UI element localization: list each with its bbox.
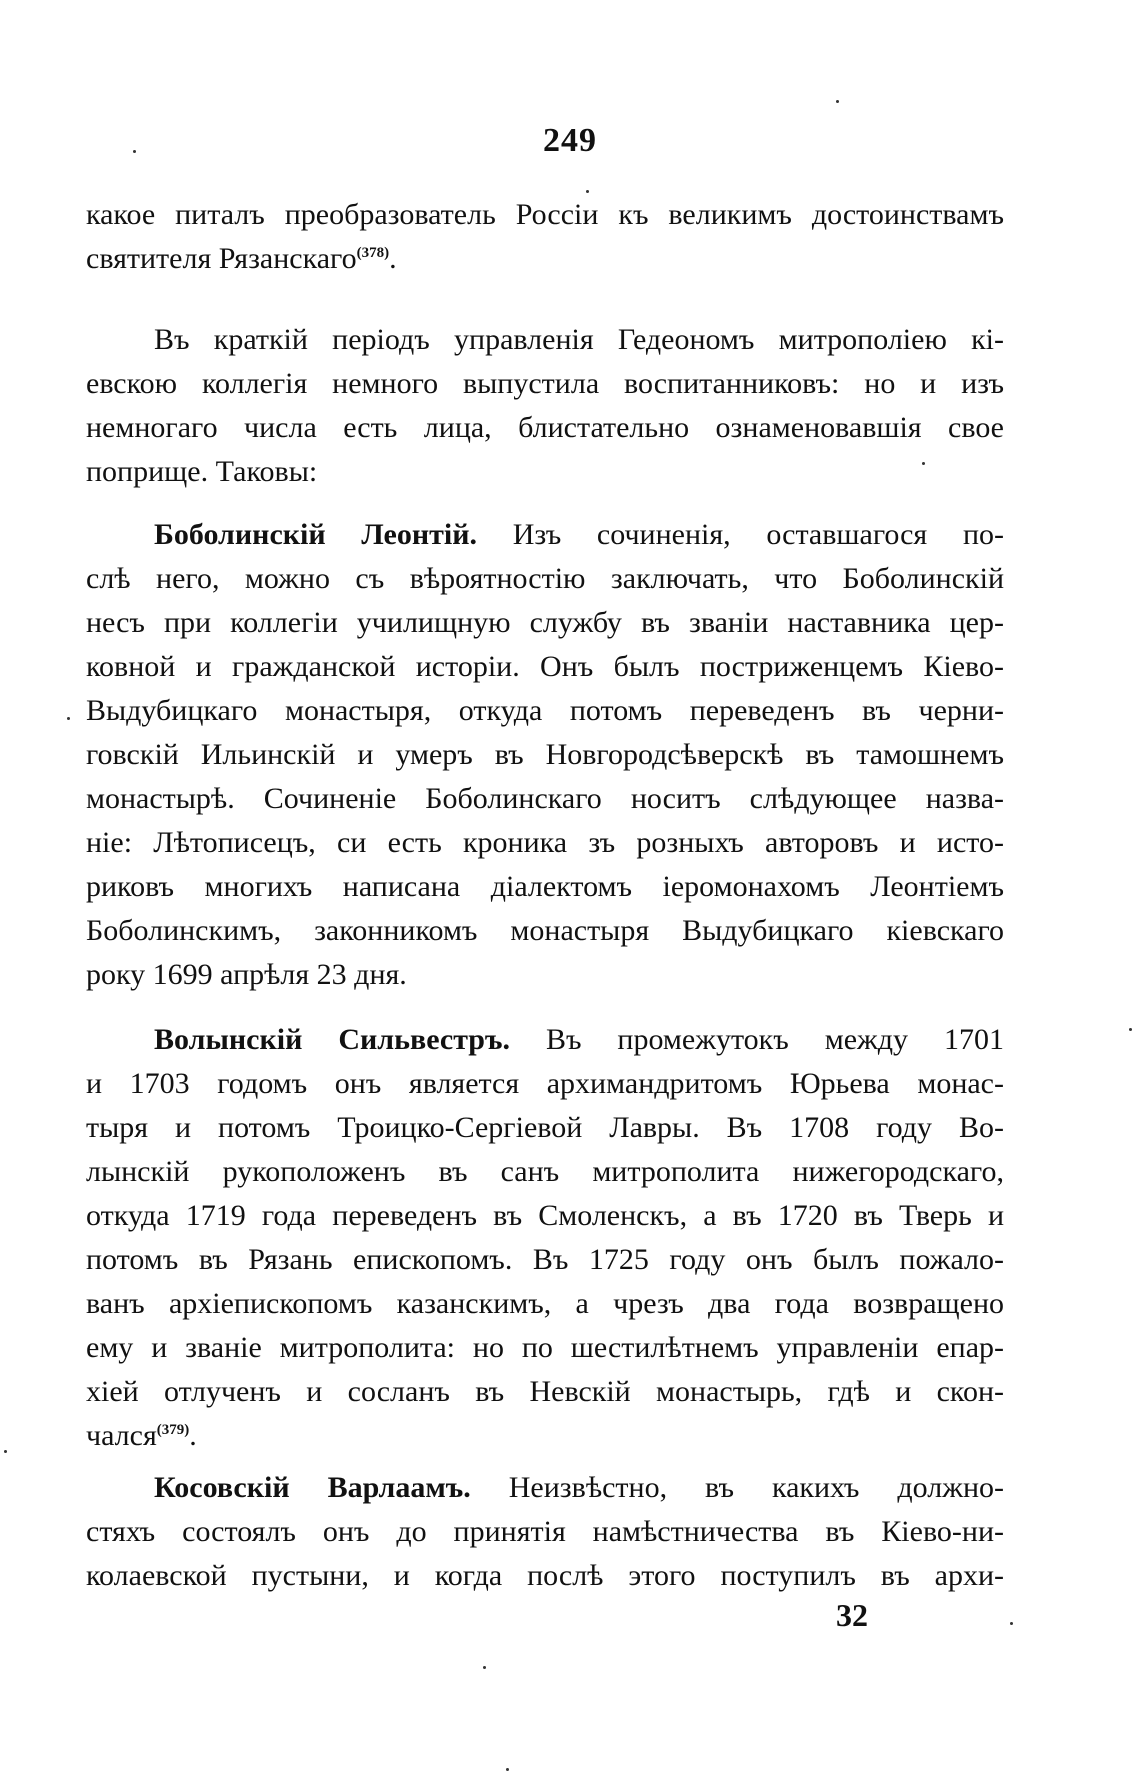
text-line: ніе: Лѣтописецъ, си есть кроника зъ розныхъ авторовъ и исто- xyxy=(86,826,1004,859)
text-line: потомъ въ Рязань епископомъ. Въ 1725 году онъ былъ пожало- xyxy=(86,1243,1004,1276)
entry-heading: Косовскій Варлаамъ. xyxy=(154,1471,471,1504)
footnote-ref: (379) xyxy=(156,1422,190,1438)
text-line: откуда 1719 года переведенъ въ Смоленскъ, а въ 1720 въ Тверь и xyxy=(86,1199,1004,1232)
text-line xyxy=(86,237,1004,281)
text-line: Боболинскимъ, законникомъ монастыря Выдубицкаго кіевскаго xyxy=(86,914,1004,947)
text-fragment: чался xyxy=(86,1419,157,1452)
text-line: лынскій рукоположенъ въ санъ митрополита нижегородскаго, xyxy=(86,1155,1004,1188)
entry-heading: Волынскій Сильвестръ. xyxy=(154,1023,510,1056)
paragraph-gedeon xyxy=(86,318,1004,494)
text-line: ковной и гражданской исторіи. Онъ былъ постриженцемъ Кіево- xyxy=(86,650,1004,683)
text-line: и 1703 годомъ онъ является архимандритомъ Юрьева монас- xyxy=(86,1067,1004,1100)
text-fragment: Неизвѣстно, въ какихъ должно- xyxy=(470,1471,1004,1504)
scan-speck xyxy=(4,1450,7,1453)
scan-speck xyxy=(922,462,925,465)
text-line: ему и званіе митрополита: но по шестилѣтнемъ управленіи епар- xyxy=(86,1331,1004,1364)
paragraph-volynsky xyxy=(86,1018,1004,1458)
text-line: риковъ многихъ написана діалектомъ іеромонахомъ Леонтіемъ xyxy=(86,870,1004,903)
text-fragment: Изъ сочиненія, оставшагося по- xyxy=(476,518,1004,551)
text-line: немногаго числа есть лица, блистательно ознаменовавшія свое xyxy=(86,411,1004,444)
text-line: говскій Ильинскій и умеръ въ Новгородсѣверскѣ въ тамошнемъ xyxy=(86,738,1004,771)
text-line: несъ при коллегіи училищную службу въ званіи наставника цер- xyxy=(86,606,1004,639)
scan-speck xyxy=(506,1768,509,1771)
text-line: стяхъ состоялъ онъ до принятія намѣстничества въ Кіево-ни- xyxy=(86,1515,1004,1548)
scan-speck xyxy=(67,717,70,720)
signature-mark: 32 xyxy=(836,1597,868,1633)
text-line: евскою коллегія немного выпустила воспитанниковъ: но и изъ xyxy=(86,367,1004,400)
scan-speck xyxy=(1129,1028,1132,1031)
paragraph-continuation xyxy=(86,193,1004,281)
text-line xyxy=(86,1414,1004,1458)
page-number: 249 xyxy=(543,122,597,159)
text-line: хіей отлученъ и сосланъ въ Невскій монастырь, гдѣ и скон- xyxy=(86,1375,1004,1408)
text-line: Выдубицкаго монастыря, откуда потомъ переведенъ въ черни- xyxy=(86,694,1004,727)
scan-speck xyxy=(483,1666,486,1669)
scan-speck xyxy=(586,190,589,193)
text-line xyxy=(86,513,1004,557)
text-fragment: . xyxy=(189,1419,197,1452)
text-line: колаевской пустыни, и когда послѣ этого поступилъ въ архи- xyxy=(86,1559,1004,1592)
text-line: ванъ архіепископомъ казанскимъ, а чрезъ два года возвращено xyxy=(86,1287,1004,1320)
text-line: поприще. Таковы: xyxy=(86,455,318,488)
scan-speck xyxy=(133,150,136,153)
text-fragment: святителя Рязанскаго xyxy=(86,242,357,275)
text-line xyxy=(86,1466,1004,1510)
paragraph-bobolinsky xyxy=(86,513,1004,997)
text-fragment: Въ промежутокъ между 1701 xyxy=(509,1023,1004,1056)
text-line: слѣ него, можно съ вѣроятностію заключать, что Боболинскій xyxy=(86,562,1004,595)
text-line: тыря и потомъ Троицко-Сергіевой Лавры. Въ 1708 году Во- xyxy=(86,1111,1004,1144)
text-line xyxy=(86,1018,1004,1062)
paragraph-kosovsky xyxy=(86,1466,1004,1598)
text-line: Въ краткій періодъ управленія Гедеономъ митрополіею кі- xyxy=(154,323,1004,356)
scan-speck xyxy=(1010,1622,1013,1625)
scan-speck xyxy=(836,100,839,103)
text-line: какое питалъ преобразователь Россіи къ великимъ достоинствамъ xyxy=(86,198,1004,231)
footnote-ref: (378) xyxy=(356,245,390,261)
text-fragment: . xyxy=(389,242,397,275)
entry-heading: Боболинскій Леонтій. xyxy=(154,518,477,551)
text-line: року 1699 апрѣля 23 дня. xyxy=(86,958,407,991)
text-line: монастырѣ. Сочиненіе Боболинскаго носитъ слѣдующее назва- xyxy=(86,782,1004,815)
